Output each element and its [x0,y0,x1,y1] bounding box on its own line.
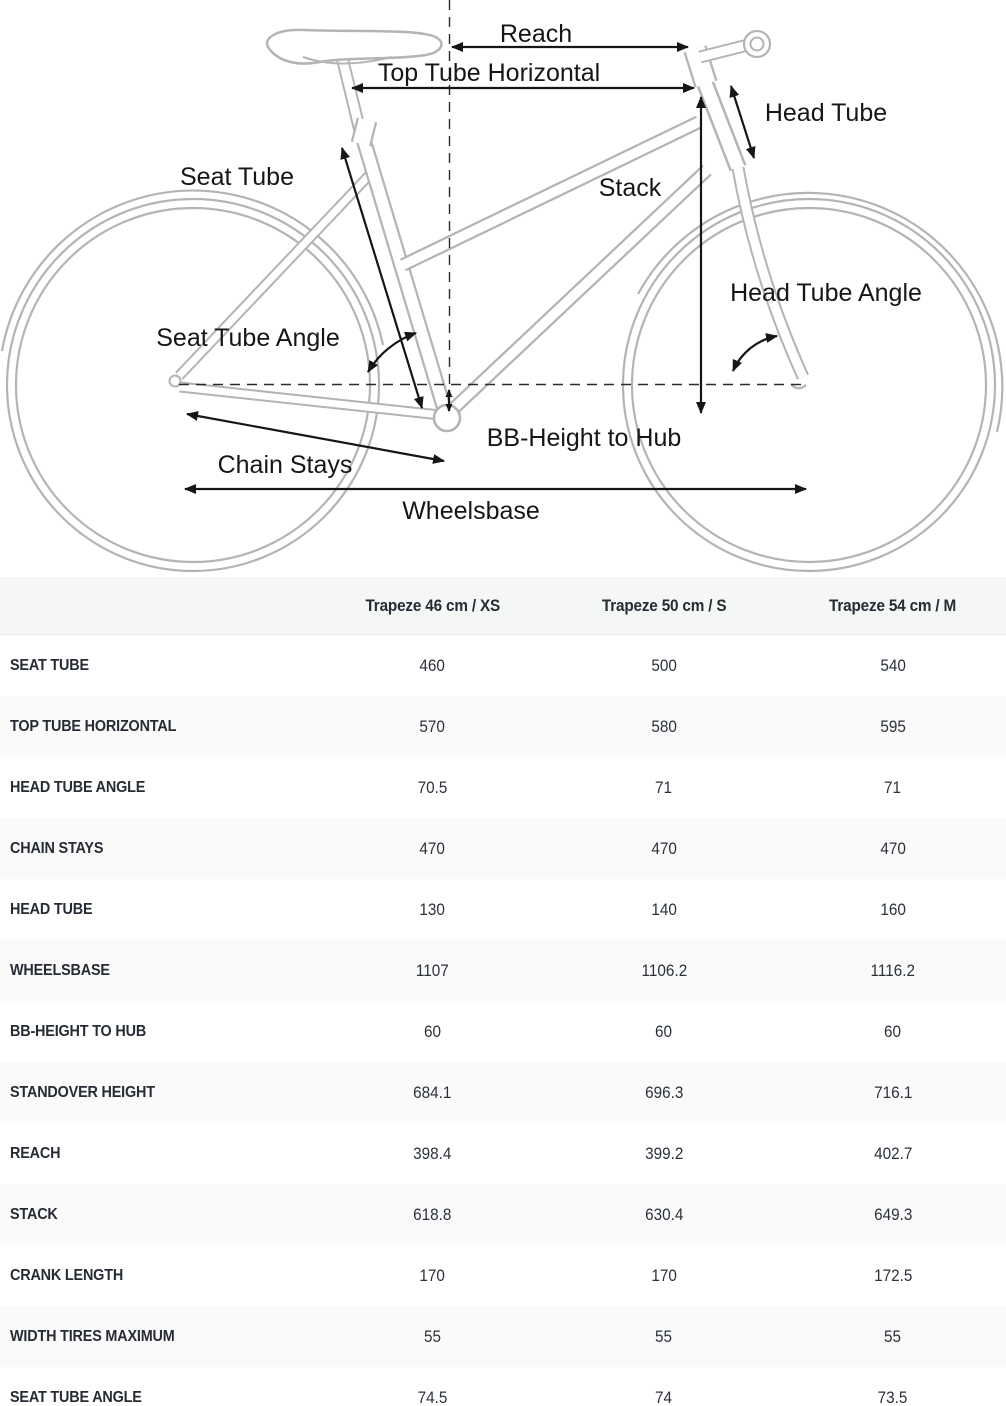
cell-value: 160 [880,899,906,919]
cell-value: 470 [651,838,677,858]
row-label: CRANK LENGTH [10,1266,124,1284]
stem [700,45,748,57]
row-label: HEAD TUBE [10,900,93,918]
table-row [0,940,1006,1001]
cell-value: 402.7 [873,1143,912,1163]
label-seat-tube: Seat Tube [180,163,294,191]
label-chain-stays: Chain Stays [217,451,353,479]
cell-value: 74.5 [417,1387,448,1406]
cell-value: 1106.2 [641,960,687,980]
cell-value: 580 [651,716,677,736]
table-row [0,818,1006,879]
cell-value: 595 [880,716,906,736]
label-wheelsbase: Wheelsbase [402,497,540,525]
table-row [0,1245,1006,1306]
table-row [0,1001,1006,1062]
cell-value: 60 [884,1021,902,1041]
rear-dropout [170,376,181,387]
geometry-table [0,577,1006,1406]
label-head-tube: Head Tube [764,99,888,127]
down-tube [451,170,707,411]
cell-value: 696.3 [644,1082,684,1102]
cell-value: 170 [419,1265,446,1285]
header-size-xs: Trapeze 46 cm / XS [317,577,548,635]
bottom-bracket [434,405,460,431]
cell-value: 170 [651,1265,677,1285]
table-row [0,1367,1006,1406]
cell-value: 74 [655,1387,673,1406]
label-top-tube-horizontal: Top Tube Horizontal [377,59,601,87]
cell-value: 1107 [416,960,450,980]
table-row [0,635,1006,697]
cell-value: 470 [419,838,446,858]
cell-value: 470 [880,838,906,858]
front-wheel [623,193,1002,571]
row-label: BB-HEIGHT TO HUB [10,1022,147,1040]
cell-value: 649.3 [873,1204,912,1224]
row-label: STANDOVER HEIGHT [10,1083,155,1101]
row-label: REACH [10,1144,61,1162]
cell-value: 1116.2 [870,960,916,980]
cell-value: 172.5 [873,1265,912,1285]
header-size-m: Trapeze 54 cm / M [780,577,1006,635]
row-label: SEAT TUBE [10,656,89,674]
row-label: WIDTH TIRES MAXIMUM [10,1327,175,1345]
label-head-tube-angle: Head Tube Angle [730,279,922,307]
cell-value: 130 [419,899,446,919]
head-tube-angle-arc [733,336,777,371]
cell-value: 630.4 [644,1204,684,1224]
cell-value: 140 [651,899,677,919]
row-label: CHAIN STAYS [10,839,104,857]
row-label: WHEELSBASE [10,961,110,979]
row-label: STACK [10,1205,58,1223]
bike-frame [170,30,807,431]
row-label: TOP TUBE HORIZONTAL [10,717,177,735]
cell-value: 684.1 [413,1082,452,1102]
front-fender [638,193,1002,432]
cell-value: 398.4 [413,1143,452,1163]
cell-value: 570 [419,716,446,736]
label-seat-tube-angle: Seat Tube Angle [156,324,340,352]
table-row [0,879,1006,940]
row-label: SEAT TUBE ANGLE [10,1388,142,1406]
chain-stay [180,387,440,415]
header-empty [0,577,317,635]
cell-value: 399.2 [644,1143,684,1163]
cell-value: 460 [419,655,446,675]
cell-value: 70.5 [417,777,448,797]
cell-value: 618.8 [413,1204,452,1224]
cell-value: 71 [884,777,902,797]
bike-geometry-svg [0,0,1006,577]
table-row [0,1306,1006,1367]
cell-value: 55 [884,1326,902,1346]
header-size-s: Trapeze 50 cm / S [548,577,779,635]
table-row [0,1184,1006,1245]
label-stack: Stack [598,174,662,202]
cell-value: 55 [655,1326,673,1346]
cell-value: 540 [880,655,906,675]
table-row [0,1123,1006,1184]
seat-clamp [361,120,367,144]
seat-tube [364,141,447,418]
table-row [0,1062,1006,1123]
table-row [0,757,1006,818]
row-label: HEAD TUBE ANGLE [10,778,146,796]
label-reach: Reach [499,20,573,48]
head-tube [700,70,738,168]
cell-value: 60 [655,1021,673,1041]
cell-value: 71 [655,777,673,797]
table-header-row [0,577,1006,635]
cell-value: 60 [424,1021,442,1041]
rear-wheel [2,191,383,571]
label-bb-height-to-hub: BB-Height to Hub [486,424,682,452]
cell-value: 500 [651,655,677,675]
cell-value: 73.5 [877,1387,908,1406]
table-row [0,696,1006,757]
cell-value: 55 [424,1326,442,1346]
cell-value: 716.1 [873,1082,912,1102]
bike-geometry-diagram [0,0,1006,577]
